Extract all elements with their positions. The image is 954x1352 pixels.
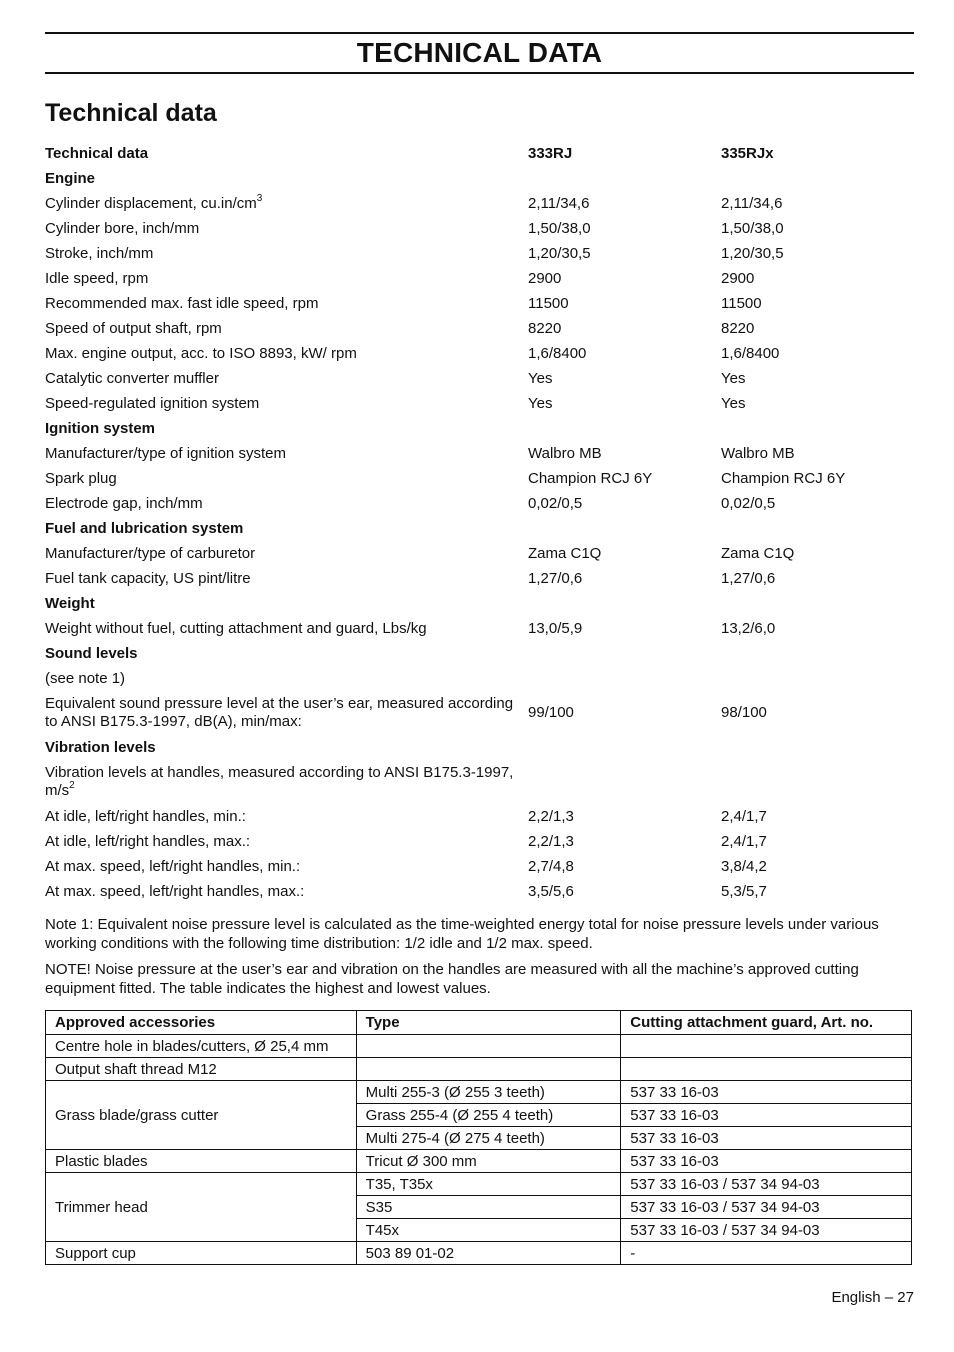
spec-label-superscript: 3	[256, 192, 263, 204]
accessory-type	[356, 1058, 621, 1081]
spec-value-333rj: 2,2/1,3	[528, 807, 574, 825]
spec-value-335rjx: Walbro MB	[721, 444, 795, 462]
spec-label	[45, 739, 528, 757]
spec-label	[45, 763, 528, 801]
spec-value-335rjx: Champion RCJ 6Y	[721, 469, 846, 487]
accessory-type: T35, T35x	[356, 1173, 621, 1196]
spec-label	[45, 370, 528, 388]
spec-value-335rjx: Zama C1Q	[721, 544, 795, 562]
spec-label	[45, 620, 528, 638]
table-row	[46, 1035, 912, 1058]
spec-label-text: Electrode gap, inch/mm	[45, 494, 203, 512]
spec-label-superscript: 2	[69, 780, 75, 791]
spec-label-text: At idle, left/right handles, min.:	[45, 807, 246, 825]
spec-row	[45, 316, 914, 341]
spec-value-333rj: 1,27/0,6	[528, 569, 583, 587]
accessory-label: Centre hole in blades/cutters, Ø 25,4 mm	[46, 1035, 357, 1058]
spec-label-text: Catalytic converter muffler	[45, 369, 219, 387]
spec-value-333rj: 2,2/1,3	[528, 832, 574, 850]
page-footer: English – 27	[831, 1289, 914, 1306]
spec-label-text: Fuel and lubrication system	[45, 519, 244, 537]
specs-header-label: Technical data	[45, 144, 149, 162]
spec-label	[45, 345, 528, 363]
spec-label	[45, 833, 528, 851]
spec-row	[45, 541, 914, 566]
spec-label-text: Weight without fuel, cutting attachment and guard, Lbs/kg	[45, 619, 427, 637]
spec-label	[45, 320, 528, 338]
spec-label-text: Equivalent sound pressure level at the user’s ear, measured according to ANSI B175.3-1997, dB(A), min/max:	[45, 695, 514, 730]
table-row	[46, 1058, 912, 1081]
spec-row	[45, 691, 914, 735]
accessory-type: 503 89 01-02	[356, 1242, 621, 1265]
accessories-header-row	[46, 1011, 912, 1035]
spec-value-333rj: 8220	[528, 319, 562, 337]
spec-label	[45, 670, 528, 688]
spec-value-335rjx: 8220	[721, 319, 755, 337]
spec-row	[45, 341, 914, 366]
spec-label	[45, 445, 528, 463]
page-header	[45, 32, 914, 74]
specs-table	[45, 141, 914, 904]
spec-value-333rj: 2,7/4,8	[528, 857, 574, 875]
spec-value-335rjx: 1,6/8400	[721, 344, 780, 362]
spec-label-text: Spark plug	[45, 469, 117, 487]
spec-row	[45, 241, 914, 266]
spec-label	[45, 520, 528, 538]
accessory-type	[356, 1035, 621, 1058]
spec-label-text: Cylinder bore, inch/mm	[45, 219, 200, 237]
spec-value-335rjx: 1,50/38,0	[721, 219, 784, 237]
spec-label	[45, 495, 528, 513]
spec-label-text: Cylinder displacement, cu.in/cm	[45, 194, 257, 212]
spec-label	[45, 295, 528, 313]
spec-row	[45, 616, 914, 641]
spec-label-text: At max. speed, left/right handles, min.:	[45, 857, 301, 875]
accessory-label: Trimmer head	[46, 1173, 357, 1242]
spec-label-text: Vibration levels	[45, 738, 156, 756]
spec-label-text: Engine	[45, 169, 96, 187]
spec-label-text: (see note 1)	[45, 669, 126, 687]
spec-value-335rjx: 13,2/6,0	[721, 619, 776, 637]
spec-row	[45, 666, 914, 691]
spec-value-335rjx: Yes	[721, 369, 746, 387]
accessory-art: 537 33 16-03	[621, 1127, 912, 1150]
spec-value-333rj: Walbro MB	[528, 444, 602, 462]
spec-label	[45, 395, 528, 413]
spec-label-text: Manufacturer/type of ignition system	[45, 444, 286, 462]
spec-label	[45, 694, 528, 732]
accessories-table	[45, 1010, 912, 1265]
accessories-header-guard: Cutting attachment guard, Art. no.	[621, 1011, 912, 1035]
spec-value-333rj: 1,6/8400	[528, 344, 587, 362]
spec-value-335rjx: 2900	[721, 269, 755, 287]
accessory-type: Multi 275-4 (Ø 275 4 teeth)	[356, 1127, 621, 1150]
spec-label	[45, 645, 528, 663]
spec-row	[45, 760, 914, 804]
spec-label	[45, 545, 528, 563]
note-1: Note 1: Equivalent noise pressure level is calculated as the time-weighted energy total for noise pressure levels under various working conditions with the following time distribution: 1/2 idle and 1/2 max. speed.	[45, 916, 879, 952]
spec-section-heading	[45, 641, 914, 666]
accessory-type: Tricut Ø 300 mm	[356, 1150, 621, 1173]
spec-value-333rj: 2,11/34,6	[528, 194, 590, 212]
spec-value-333rj: 1,20/30,5	[528, 244, 591, 262]
spec-value-333rj: Yes	[528, 394, 553, 412]
accessory-type: S35	[356, 1196, 621, 1219]
accessory-art: 537 33 16-03 / 537 34 94-03	[621, 1173, 912, 1196]
spec-row	[45, 366, 914, 391]
spec-value-335rjx: 98/100	[721, 704, 767, 721]
spec-row	[45, 441, 914, 466]
spec-value-335rjx: 11500	[721, 294, 762, 312]
header-title: TECHNICAL DATA	[356, 37, 603, 68]
accessory-art: 537 33 16-03	[621, 1104, 912, 1127]
spec-value-335rjx: 2,4/1,7	[721, 832, 767, 850]
note-2: NOTE! Noise pressure at the user’s ear and vibration on the handles are measured with all the machine’s approved cutting equipment fitted. The table indicates the highest and lowest values.	[45, 961, 859, 997]
spec-value-335rjx: Yes	[721, 394, 746, 412]
spec-label	[45, 270, 528, 288]
spec-label-text: Speed of output shaft, rpm	[45, 319, 222, 337]
spec-value-333rj: 99/100	[528, 704, 574, 721]
accessories-header-approved: Approved accessories	[46, 1011, 357, 1035]
spec-label-text: Recommended max. fast idle speed, rpm	[45, 294, 319, 312]
accessory-label: Grass blade/grass cutter	[46, 1081, 357, 1150]
spec-label-text: Ignition system	[45, 419, 156, 437]
spec-section-heading	[45, 591, 914, 616]
table-row	[46, 1173, 912, 1196]
accessory-art: 537 33 16-03 / 537 34 94-03	[621, 1219, 912, 1242]
spec-value-333rj: 3,5/5,6	[528, 882, 574, 900]
spec-value-333rj: 1,50/38,0	[528, 219, 591, 237]
specs-header-row	[45, 141, 914, 166]
spec-value-333rj: Yes	[528, 369, 553, 387]
spec-label-text: Manufacturer/type of carburetor	[45, 544, 256, 562]
spec-row	[45, 391, 914, 416]
spec-value-335rjx: 2,4/1,7	[721, 807, 767, 825]
spec-label	[45, 883, 528, 901]
spec-value-335rjx: 3,8/4,2	[721, 857, 767, 875]
spec-row	[45, 804, 914, 829]
spec-label	[45, 170, 528, 188]
accessory-type: Grass 255-4 (Ø 255 4 teeth)	[356, 1104, 621, 1127]
spec-label-text: Max. engine output, acc. to ISO 8893, kW/ rpm	[45, 344, 357, 362]
accessory-art: -	[621, 1242, 912, 1265]
spec-value-333rj: 13,0/5,9	[528, 619, 583, 637]
spec-section-heading	[45, 416, 914, 441]
spec-label-text: Stroke, inch/mm	[45, 244, 154, 262]
spec-value-333rj: Champion RCJ 6Y	[528, 469, 653, 487]
notes	[45, 915, 925, 1005]
spec-label-text: Vibration levels at handles, measured according to ANSI B175.3-1997, m/s	[45, 764, 514, 799]
spec-row	[45, 291, 914, 316]
spec-label-text: Sound levels	[45, 644, 138, 662]
spec-row	[45, 191, 914, 216]
accessory-label: Support cup	[46, 1242, 357, 1265]
spec-value-333rj: 11500	[528, 294, 569, 312]
spec-value-335rjx: 2,11/34,6	[721, 194, 783, 212]
spec-row	[45, 266, 914, 291]
accessory-type: T45x	[356, 1219, 621, 1242]
table-row	[46, 1242, 912, 1265]
spec-label	[45, 192, 528, 213]
spec-value-335rjx: 5,3/5,7	[721, 882, 767, 900]
spec-value-335rjx: 0,02/0,5	[721, 494, 776, 512]
spec-label-text: Idle speed, rpm	[45, 269, 149, 287]
spec-row	[45, 854, 914, 879]
spec-label	[45, 470, 528, 488]
section-title: Technical data	[45, 99, 217, 127]
spec-label	[45, 808, 528, 826]
spec-row	[45, 216, 914, 241]
accessory-art	[621, 1058, 912, 1081]
spec-label-text: Fuel tank capacity, US pint/litre	[45, 569, 251, 587]
spec-label	[45, 595, 528, 613]
spec-section-heading	[45, 516, 914, 541]
accessory-label: Plastic blades	[46, 1150, 357, 1173]
spec-section-heading	[45, 735, 914, 760]
accessories-header-type: Type	[356, 1011, 621, 1035]
spec-label-text: At max. speed, left/right handles, max.:	[45, 882, 305, 900]
table-row	[46, 1081, 912, 1104]
spec-row	[45, 829, 914, 854]
spec-label	[45, 420, 528, 438]
spec-value-333rj: 0,02/0,5	[528, 494, 583, 512]
accessory-label: Output shaft thread M12	[46, 1058, 357, 1081]
spec-row	[45, 566, 914, 591]
spec-row	[45, 491, 914, 516]
spec-label	[45, 245, 528, 263]
table-row	[46, 1150, 912, 1173]
spec-value-335rjx: 1,20/30,5	[721, 244, 784, 262]
spec-value-333rj: Zama C1Q	[528, 544, 602, 562]
spec-value-333rj: 2900	[528, 269, 562, 287]
spec-label	[45, 570, 528, 588]
accessory-art: 537 33 16-03 / 537 34 94-03	[621, 1196, 912, 1219]
specs-header-model-333rj: 333RJ	[528, 144, 573, 162]
spec-label-text: Speed-regulated ignition system	[45, 394, 260, 412]
specs-header-model-335rjx: 335RJx	[721, 144, 774, 162]
accessory-art	[621, 1035, 912, 1058]
accessory-art: 537 33 16-03	[621, 1081, 912, 1104]
spec-section-heading	[45, 166, 914, 191]
spec-label-text: At idle, left/right handles, max.:	[45, 832, 251, 850]
spec-label	[45, 858, 528, 876]
accessory-art: 537 33 16-03	[621, 1150, 912, 1173]
spec-rows	[45, 166, 914, 904]
spec-row	[45, 466, 914, 491]
spec-label	[45, 220, 528, 238]
accessory-type: Multi 255-3 (Ø 255 3 teeth)	[356, 1081, 621, 1104]
spec-label-text: Weight	[45, 594, 95, 612]
spec-value-335rjx: 1,27/0,6	[721, 569, 776, 587]
spec-row	[45, 879, 914, 904]
